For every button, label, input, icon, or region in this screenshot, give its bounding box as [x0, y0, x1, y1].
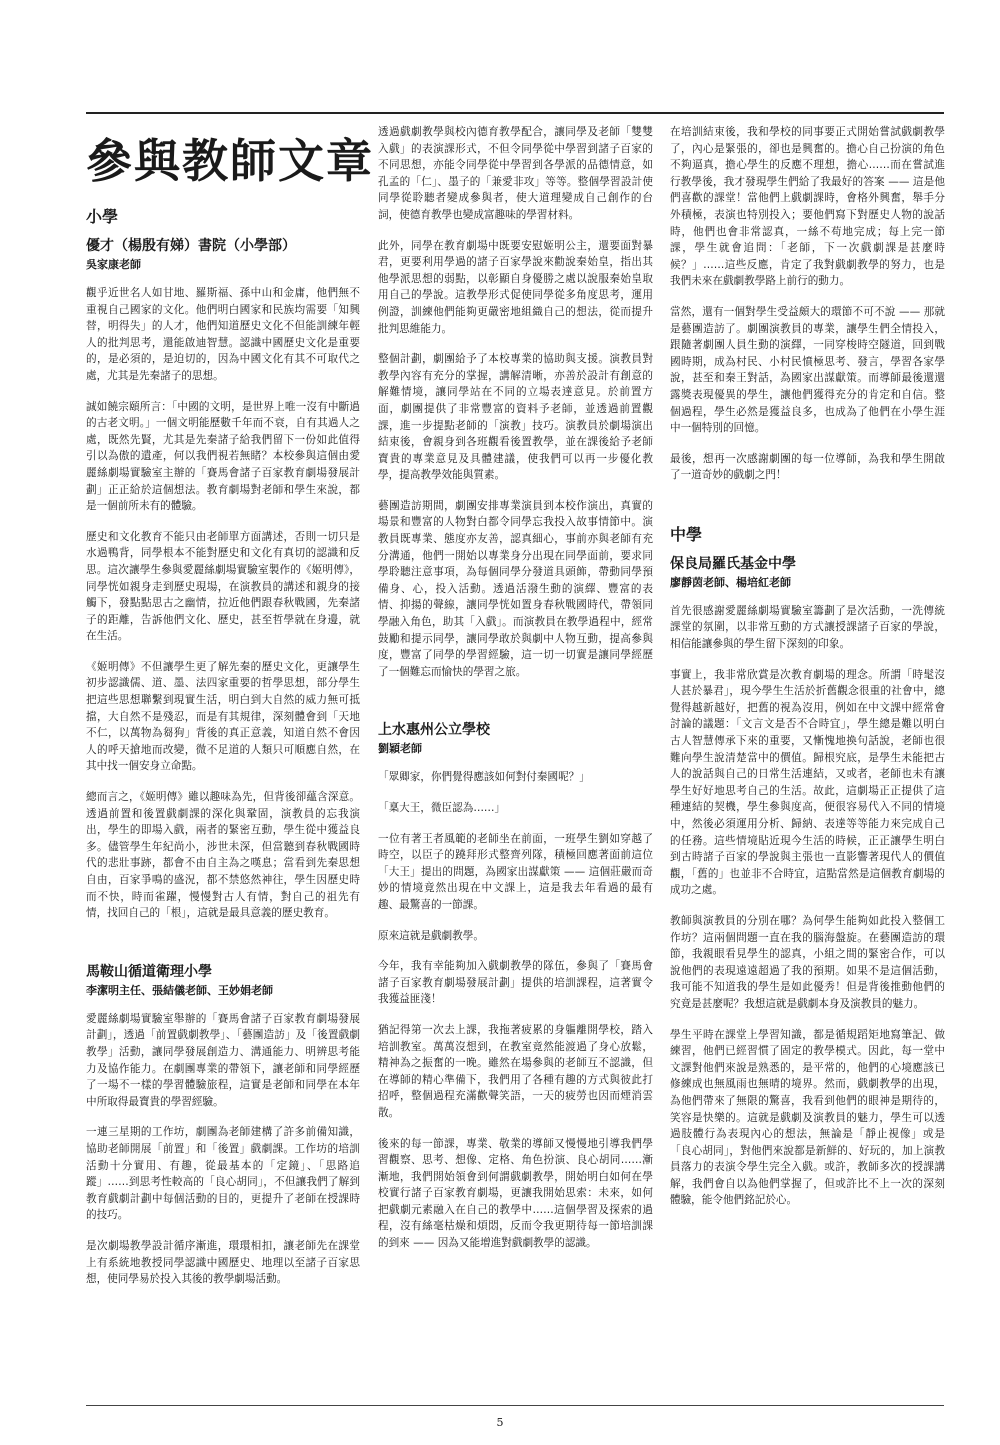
bottom-rule	[86, 1405, 944, 1406]
paragraph: 一位有著王者風範的老師坐在前面，一班學生劉如穿越了時空，以臣子的蹺拜形式整齊列隊，積極回應著面前這位「大王」提出的問題，為國家出謀獻策 —— 這個莊嚴而奇妙的情境竟然出現在中文課上，這是我去年看過的最有趣、最驚喜的一節課。	[378, 832, 653, 911]
paragraph: 《姬明傳》不但讓學生更了解先秦的歷史文化，更讓學生初步認識儒、道、墨、法四家重要的哲學思想，部分學生把這些思想聯繫到現實生活，明白到大自然的威力無可抵擋，大自然不是殘忍，而是有其規律，深刻體會到「天地不仁，以萬物為芻狗」背後的真正意義，知道自然不會因人的呼天搶地而改變，微不足道的人類只可順應自然，在其中找一個安身立命點。	[86, 660, 360, 773]
paragraph: 愛麗絲劇場實驗室舉辦的「賽馬會諸子百家教育劇場發展計劃」，透過「前置戲劇教學」、「藝團造訪」及「後置戲劇教學」活動，讓同學發展創造力、溝通能力、明辨思考能力及協作能力。在劇團專業的帶領下，讓老師和同學經歷了一場不一樣的學習體驗旅程，這實是老師和同學在本年中所取得最寶貴的學習經驗。	[86, 1012, 360, 1108]
paragraph: 是次劇場教學設計循序漸進，環環相扣，讓老師先在課堂上有系統地教授同學認識中國歷史、地理以至諸子百家思想，使同學易於投入其後的教學劇場活動。	[86, 1239, 360, 1286]
column-middle	[378, 124, 653, 1266]
paragraph: 原來這就是戲劇教學。	[378, 929, 484, 942]
article1-school: 優才（楊殷有娣）書院（小學部）	[86, 238, 296, 254]
paragraph: 學生平時在課堂上學習知識，都是循規蹈矩地寫筆記、做練習，他們已經習慣了固定的教學模式。因此，每一堂中文課對他們來說是熟悉的，是平常的，他們的心境應該已修練成也無風雨也無晴的境界。然而，戲劇教學的出現，為他們帶來了無限的驚喜，我看到他們的眼神是期待的，笑容是快樂的。這就是戲劇及演教員的魅力，學生可以透過肢體行為表現內心的想法，無論是「靜止視像」或是「良心胡同」，對他們來說都是新鮮的、好玩的，加上演教員落力的表演令學生完全入戲。或許，教師多次的授課講解，我們會自以為他們掌握了，但或許比不上一次的深刻體驗，能令他們銘記於心。	[670, 1028, 945, 1207]
paragraph: 猶記得第一次去上課，我拖著疲累的身軀離開學校，踏入培訓教室。萬萬沒想到，在教室竟然能渡過了身心放鬆，精神為之振奮的一晚。雖然在場參與的老師互不認識，但在導師的精心準備下，我們用了各種有趣的方式與彼此打招呼，整個過程充滿歡聲笑語，一天的疲勞也因而煙消雲散。	[378, 1023, 653, 1119]
section-primary-heading: 小學	[86, 207, 119, 226]
section-secondary-heading: 中學	[670, 524, 703, 544]
article3-author: 劉穎老師	[378, 742, 422, 756]
paragraph: 教師與演教員的分別在哪？為何學生能夠如此投入整個工作坊？這兩個問題一直在我的腦海盤旋。在藝團造訪的環節，我親眼看見學生的認真，小組之間的緊密合作，可以說他們的表現遠遠超過了我的預期。如果不是這個活動，我可能不知道我的學生是如此優秀！但是背後推動他們的究竟是甚麼呢？我想這就是戲劇本身及演教員的魅力。	[670, 914, 945, 1010]
paragraph: 此外，同學在教育劇場中既要安慰姬明公主，還要面對暴君，更要利用學過的諸子百家學說來勸說秦始皇，指出其他學派思想的弱點，以彰顯自身優勝之處以說服秦始皇取用自己的學說。這教學形式促使同學從多角度思考，運用例證，訓練他們能夠更嚴密地組織自己的想法，從而提升批判思維能力。	[378, 239, 653, 335]
paragraph: 誠如饒宗頤所言：「中國的文明，是世界上唯一沒有中斷過的古老文明。」一個文明能歷數千年而不衰，自有其過人之處，既然先賢，尤其是先秦諸子給我們留下一份如此值得引以為傲的遺產，何以我們視若無睹？本校參與這個由愛麗絲劇場實驗室主辦的「賽馬會諸子百家教育劇場發展計劃」正正給於這個想法。教育劇場對老師和學生來說，都是一個前所未有的體驗。	[86, 400, 360, 513]
quote: 「眾卿家，你們覺得應該如何對付秦國呢？」	[378, 771, 590, 784]
paragraph: 事實上，我非常欣賞是次教育劇場的理念。所謂「時髦沒人甚於暴君」，現今學生生活於折舊觀念很重的社會中，總覺得越新越好，把舊的視為沒用，例如在中文課中經常會討論的議題：「文言文是否不合時宜」，學生總是難以明白古人智慧傳承下來的重要，又慚愧地換句話說，老師也很難向學生說清楚當中的價值。歸根究底，是學生未能把古人的說話與自己的日常生活連結，又或者，老師也未有讓學生好好地思考自己的生活。故此，這劇場正正提供了這種連結的契機，學生參與度高，便很容易代入不同的情境中，然後必須運用分析、歸納、表達等等能力來完成自己的任務。這些情境貼近現今生活的時候，正正讓學生明白到古時諸子百家的學說與主張也一直影響著現代人的價值觀，「舊的」也並非不合時宜，這點當然是這個教育劇場的成功之處。	[670, 668, 945, 897]
paragraph: 當然，還有一個對學生受益頗大的環節不可不說 —— 那就是藝團造訪了。劇團演教員的專業，讓學生們全情投入，跟隨著劇團人員生動的演繹，一同穿梭時空隧道，回到戰國時期，成為村民、小村民憤極思考、發言，學習各家學說，甚至和秦王對話，為國家出謀獻策。而導師最後還還露獎表現優異的學生，讓他們獲得充分的肯定和自信。整個過程，學生必然是獲益良多，也成為了他們在小學生涯中一個特別的回憶。	[670, 305, 945, 435]
top-rule	[86, 112, 944, 114]
paragraph: 觀乎近世名人如甘地、羅斯福、孫中山和金庸，他們無不重視自己國家的文化。他們明白國家和民族均需要「知興替，明得失」的人才，他們知道歷史文化不但能訓練年輕人的批判思考，還能啟迪智慧。認識中國歷史文化是重要的，是必須的，是迫切的，因為中國文化有其不可取代之處，尤其是先秦諸子的思想。	[86, 287, 360, 382]
paragraph: 首先很感謝愛麗絲劇場實驗室籌劃了是次活動，一洗傳統課堂的氛圍，以非常互動的方式讓授課諸子百家的學說，相信能讓參與的學生留下深刻的印象。	[670, 604, 945, 651]
paragraph: 在培訓結束後，我和學校的同事要正式開始嘗試戲劇教學了，內心是緊張的，卻也是興奮的。擔心自己扮演的角色不夠逼真，擔心學生的反應不理想，擔心……而在嘗試進行教學後，我才發現學生們給了我最好的答案 —— 這是他們喜歡的課堂！當他們上戲劇課時，會格外興奮，舉手分外積極，表演也特別投入；要他們寫下對歷史人物的說話時，他們也會非常認真，一絲不苟地完成；每上完一節課，學生就會追問：「老師，下一次戲劇課是甚麼時候？」……這些反應，肯定了我對戲劇教學的努力，也是我們未來在戲劇教學路上前行的動力。	[670, 126, 945, 288]
article3-school: 上水惠州公立學校	[378, 722, 490, 739]
paragraph: 總而言之，《姬明傳》雖以趣味為先，但背後卻蘊含深意。透過前置和後置戲劇課的深化與鞏固，演教員的忘我演出，學生的即場入戲，兩者的緊密互動，學生從中獲益良多。儘管學生年紀尚小，涉世未深，但當聽到春秋戰國時代的悲壯事跡，都會不由自主為之嘆息；當看到先秦思想自由，百家爭鳴的盛況，都不禁悠然神往，學生因歷史時而不快，時而雀躍，慢慢對古人有情，對自己的祖先有情，找回自己的「根」，這就是最具意義的歷史教育。	[86, 791, 360, 920]
article2-school: 馬鞍山循道衛理小學	[86, 963, 212, 980]
paragraph: 藝團造訪期間，劇團安排專業演員到本校作演出，真實的場景和豐富的人物對白都令同學忘我投入故事情節中。演教員既專業、態度亦友善，認真細心，事前亦與老師有充分溝通，他們一開始以專業身分出現在同學面前，要求同學聆聽注意事項，為每個同學分發道具頭飾，帶動同學預備身、心，投入活動。透過活潑生動的演繹、豐富的表情、抑揚的聲線，讓同學恍如置身春秋戰國時代，帶領同學融入角色，助其「入戲」。而演教員在教學過程中，經常鼓勵和提示同學，讓同學敢於與劇中人物互動，提高參與度，豐富了同學的學習經驗，這一切一切實是讓同學經歷了一個難忘而愉快的學習之旅。	[378, 499, 653, 678]
article4-author: 廖靜茵老師、楊培紅老師	[670, 575, 791, 589]
paragraph: 一連三星期的工作坊，劇團為老師建構了許多前備知識，協助老師開展「前置」和「後置」戲劇課。工作坊的培訓活動十分實用、有趣，從最基本的「定鏡」、「思路追蹤」……到思考性較高的「良心胡同」，不但讓我們了解到教育戲劇計劃中每個活動的目的，更提升了老師在授課時的技巧。	[86, 1126, 360, 1222]
page-number: 5	[496, 1416, 504, 1429]
paragraph: 整個計劃，劇團給予了本校專業的協助與支援。演教員對教學內容有充分的掌握，講解清晰，亦善於設計有創意的解難情境，讓同學站在不同的立場表達意見。於前置方面，劇團提供了非常豐富的資料予老師，並透過前置觀課，進一步提點老師的「演教」技巧。演教員於劇場演出結束後，會親身到各班觀看後置教學，並在課後給予老師寶貴的專業意見及具體建議，使我們可以再一步優化教學，提高教學效能與質素。	[378, 353, 653, 482]
article1-author: 吳家康老師	[86, 258, 141, 271]
paragraph: 後來的每一節課，專業、敬業的導師又慢慢地引導我們學習觀察、思考、想像、定格、角色扮演、良心胡同……漸漸地，我們開始領會到何謂戲劇教學，開始明白如何在學校實行諸子百家教育劇場，更讓我開始思索：未來，如何把戲劇元素融入在自己的教學中……這個學習及探索的過程，沒有絲毫枯燥和煩悶，反而令我更期待每一節培訓課的到來 —— 因為又能增進對戲劇教學的認識。	[378, 1137, 653, 1250]
column-left	[86, 124, 374, 1302]
page-title: 參與教師文章	[86, 134, 374, 188]
quote: 「稟大王，微臣認為……」	[378, 802, 506, 814]
paragraph: 最後，想再一次感謝劇團的每一位導師，為我和學生開啟了一道奇妙的戲劇之門！	[670, 452, 945, 482]
paragraph: 歷史和文化教育不能只由老師單方面講述，否則一切只是水過鴨背，同學根本不能對歷史和文化有真切的認識和反思。這次讓學生參與愛麗絲劇場實驗室製作的《姬明傳》，同學恍如親身走到歷史現場，在演教員的講述和親身的接觸下，發點點思古之幽情，拉近他們跟春秋戰國，先秦諸子的距離，告訴他們文化、歷史，甚至哲學就在身邊，就在生活。	[86, 530, 360, 643]
article4-school: 保良局羅氏基金中學	[670, 555, 796, 572]
column-right	[670, 124, 945, 1223]
paragraph: 今年，我有幸能夠加入戲劇教學的隊伍，參與了「賽馬會諸子百家教育劇場發展計劃」提供的培訓課程，這著實令我獲益匪淺！	[378, 960, 653, 1006]
paragraph: 透過戲劇教學與校內德育教學配合，讓同學及老師「雙雙入戲」的表演課形式，不但令同學從中學習到諸子百家的不同思想，亦能令同學從中學習到各學派的品德情意，如孔孟的「仁」、墨子的「兼愛非攻」等等。整個學習設計使同學從聆聽者變成參與者，使大道理變成自己創作的台詞，使德育教學也變成富趣味的學習材料。	[378, 126, 653, 221]
article2-author: 李潔明主任、張結儀老師、王妙娟老師	[86, 983, 273, 997]
